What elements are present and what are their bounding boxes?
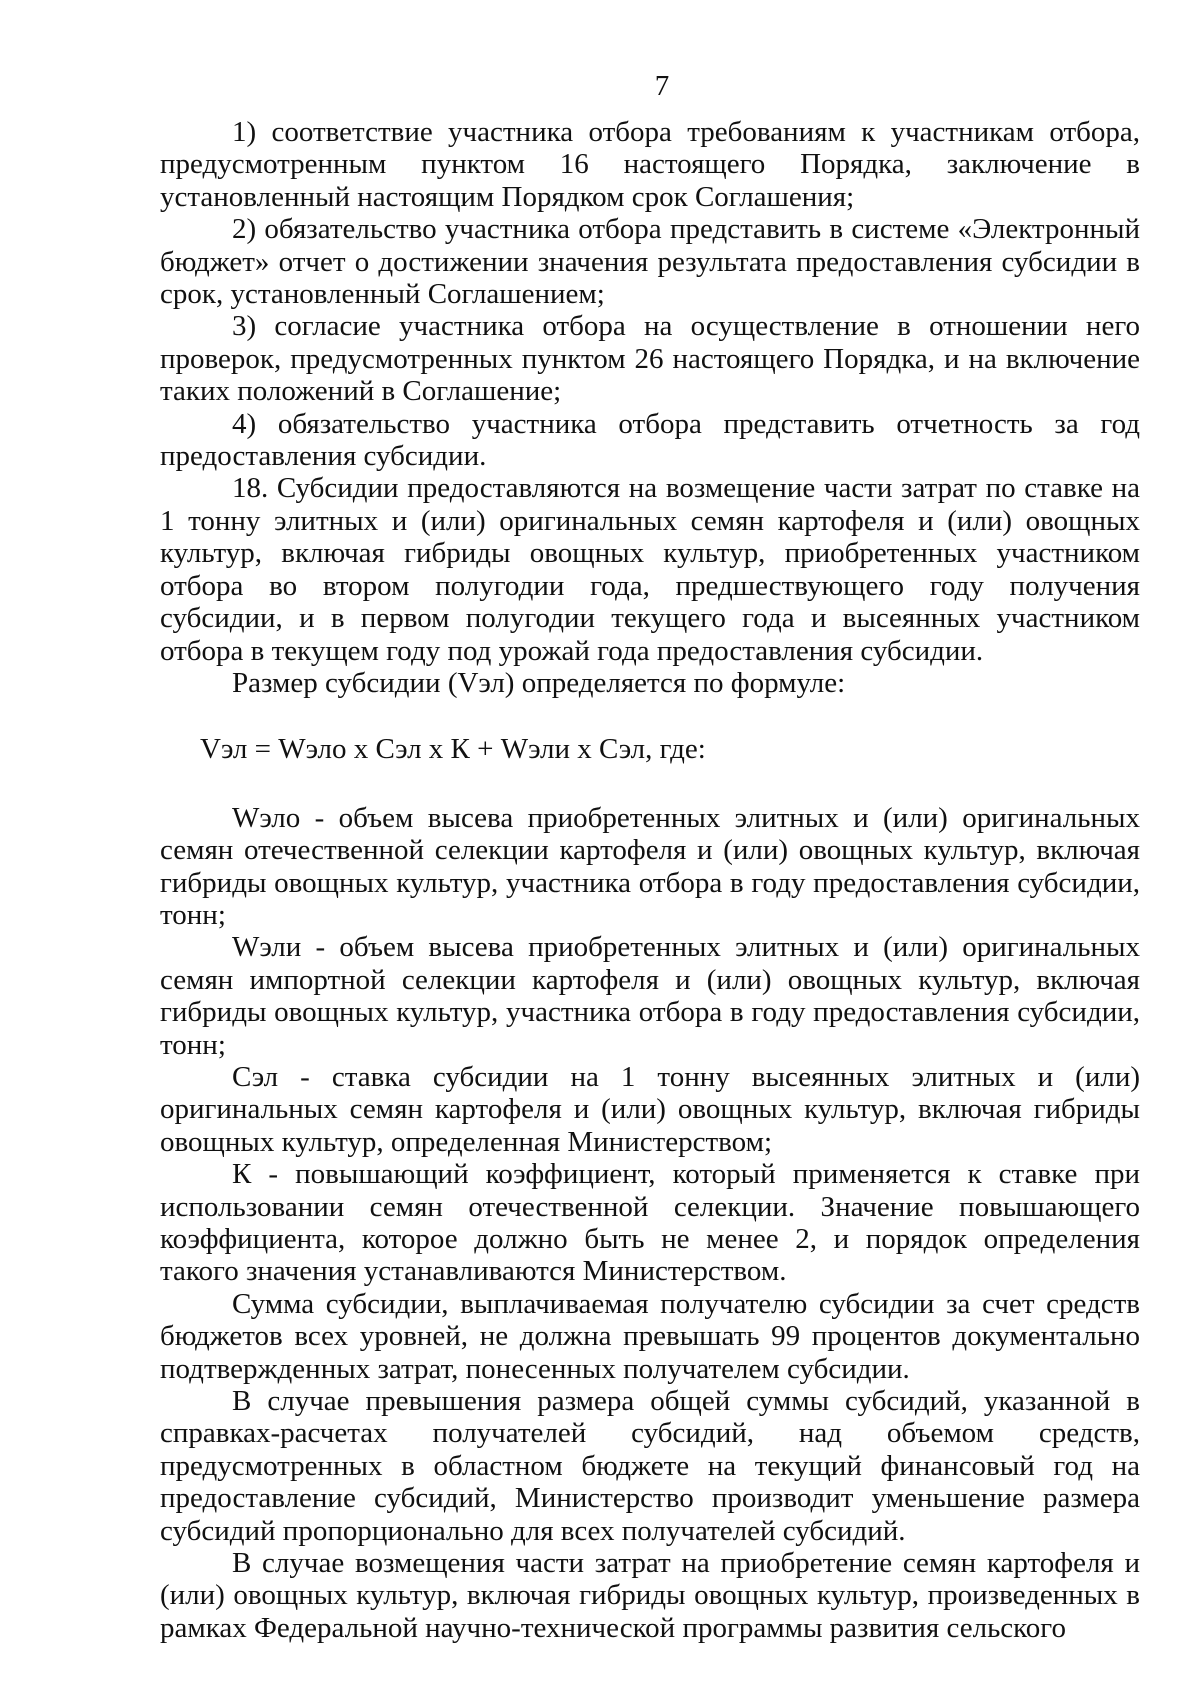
- paragraph-18: 18. Субсидии предоставляются на возмещение части затрат по ставке на 1 тонну элитных и (или) оригинальных семян картофеля и (или) овощных культур, включая гибриды овощных культур, приобретенных участником отбора во втором полугодии года, предшествующего году получения субсидии, и в первом полугодии текущего года и высеянных участником отбора в текущем году под урожай года предоставления субсидии.: [160, 472, 1140, 667]
- paragraph-item-4: 4) обязательство участника отбора представить отчетность за год предоставления субсидии.: [160, 407, 1140, 473]
- paragraph-subsidy-limit: Сумма субсидии, выплачиваемая получателю субсидии за счет средств бюджетов всех уровней, не должна превышать 99 процентов документально подтвержденных затрат, понесенных получателем субсидии.: [160, 1287, 1140, 1385]
- definition-wjelo: Wэло - объем высева приобретенных элитных и (или) оригинальных семян отечественной селекции картофеля и (или) овощных культур, включая гибриды овощных культур, участника отбора в году предоставления субсидии, тонн;: [160, 801, 1140, 931]
- paragraph-item-1: 1) соответствие участника отбора требованиям к участникам отбора, предусмотренным пунктом 16 настоящего Порядка, заключение в установленный настоящим Порядком срок Соглашения;: [160, 116, 1140, 213]
- definition-wjeli: Wэли - объем высева приобретенных элитных и (или) оригинальных семян импортной селекции картофеля и (или) овощных культур, включая гибриды овощных культур, участника отбора в году предоставления субсидии, тонн;: [160, 931, 1140, 1061]
- definition-k: К - повышающий коэффициент, который применяется к ставке при использовании семян отечественной селекции. Значение повышающего коэффициента, которое должно быть не менее 2, и порядок определения такого значения устанавливаются Министерством.: [160, 1158, 1140, 1288]
- paragraph-reduction: В случае превышения размера общей суммы субсидий, указанной в справках-расчетах получателей субсидий, над объемом средств, предусмотренных в областном бюджете на текущий финансовый год на предоставление субсидий, Министерство производит уменьшение размера субсидий пропорционально для всех получателей субсидий.: [160, 1385, 1140, 1547]
- paragraph-formula-intro: Размер субсидии (Vэл) определяется по формуле:: [232, 666, 846, 699]
- subsidy-formula: Vэл = Wэло x Сэл x К + Wэли x Сэл, где:: [200, 733, 706, 766]
- document-page: [160, 70, 1140, 1644]
- paragraph-item-2: 2) обязательство участника отбора представить в системе «Электронный бюджет» отчет о достижении значения результата предоставления субсидии в срок, установленный Соглашением;: [160, 213, 1140, 311]
- definition-sjel: Сэл - ставка субсидии на 1 тонну высеянных элитных и (или) оригинальных семян картофеля и (или) овощных культур, включая гибриды овощных культур, определенная Министерством;: [160, 1060, 1140, 1158]
- paragraph-federal-program: В случае возмещения части затрат на приобретение семян картофеля и (или) овощных культур, включая гибриды овощных культур, произведенных в рамках Федеральной научно-технической программы развития сельского: [160, 1547, 1140, 1644]
- paragraph-item-3: 3) согласие участника отбора на осуществление в отношении него проверок, предусмотренных пунктом 26 настоящего Порядка, и на включение таких положений в Соглашение;: [160, 310, 1140, 408]
- page-number: 7: [654, 70, 670, 102]
